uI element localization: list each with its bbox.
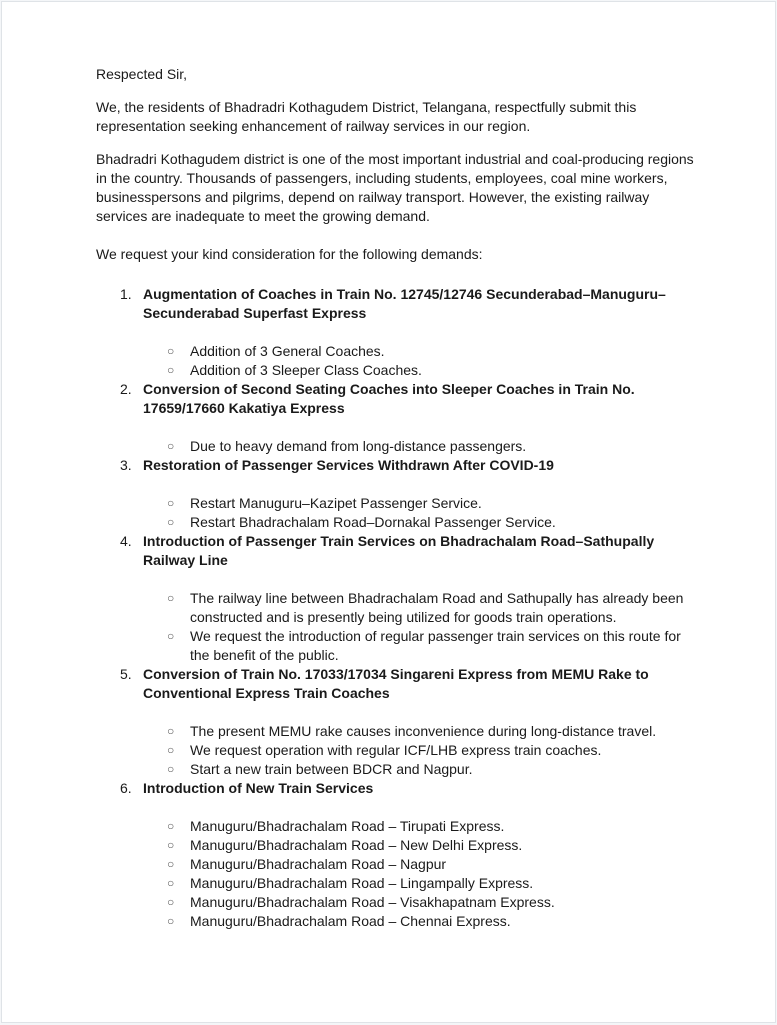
demand-point-text: The present MEMU rake causes inconvenience during long-distance travel. [190,723,657,739]
demand-point-text: We request the introduction of regular passenger train services on this route for the benefit of the public. [190,628,681,663]
circle-bullet-icon: ○ [167,838,175,852]
demand-item [96,456,696,532]
demand-point [143,893,696,912]
demand-point-text: We request operation with regular ICF/LHB express train coaches. [190,742,602,758]
demand-point-text: Manuguru/Bhadrachalam Road – Lingampally Express. [190,875,534,891]
demand-item [96,285,696,380]
demand-number: 4. [120,533,132,549]
circle-bullet-icon: ○ [167,496,175,510]
demand-points [143,342,696,380]
demand-point-text: Manuguru/Bhadrachalam Road – Nagpur [190,856,447,872]
demand-point-text: Addition of 3 General Coaches. [190,343,385,359]
circle-bullet-icon: ○ [167,439,175,453]
circle-bullet-icon: ○ [167,762,175,776]
demand-point [143,760,696,779]
demand-point [143,741,696,760]
demand-point [143,817,696,836]
demands-intro: We request your kind consideration for the following demands: [96,246,483,262]
demand-point [143,494,696,513]
demand-item [96,532,696,665]
demand-number: 3. [120,457,132,473]
paragraph-context: Bhadradri Kothagudem district is one of the most important industrial and coal-producing regions in the country. Thousands of passengers, including students, employees, coal mine workers, businesspersons and pilgrims, depend on railway transport. However, the existing railway services are inadequate to meet the growing demand. [96,151,694,224]
circle-bullet-icon: ○ [167,629,175,643]
demand-number: 2. [120,381,132,397]
demand-points [143,589,696,665]
demand-point [143,912,696,931]
demand-point-text: Start a new train between BDCR and Nagpur. [190,761,473,777]
demand-point [143,836,696,855]
demand-point-text: The railway line between Bhadrachalam Road and Sathupally has already been constructed and is presently being utilized for goods train operations. [190,590,684,625]
demand-point [143,342,696,361]
demand-title: Restoration of Passenger Services Withdrawn After COVID-19 [143,457,554,473]
letter-body [96,65,696,931]
salutation: Respected Sir, [96,66,188,82]
circle-bullet-icon: ○ [167,344,175,358]
letter-page [1,1,776,1023]
circle-bullet-icon: ○ [167,895,175,909]
demand-title: Introduction of New Train Services [143,780,374,796]
demand-title: Conversion of Train No. 17033/17034 Singareni Express from MEMU Rake to Conventional Express Train Coaches [143,666,649,701]
circle-bullet-icon: ○ [167,363,175,377]
demand-number: 1. [120,286,132,302]
demand-points [143,494,696,532]
demand-point [143,361,696,380]
demand-point [143,855,696,874]
demand-item [96,779,696,931]
demand-title: Augmentation of Coaches in Train No. 12745/12746 Secunderabad–Manuguru–Secunderabad Superfast Express [143,286,666,321]
demand-title: Introduction of Passenger Train Services on Bhadrachalam Road–Sathupally Railway Line [143,533,655,568]
demand-point-text: Due to heavy demand from long-distance passengers. [190,438,527,454]
circle-bullet-icon: ○ [167,515,175,529]
circle-bullet-icon: ○ [167,724,175,738]
demand-points [143,722,696,779]
circle-bullet-icon: ○ [167,857,175,871]
demand-number: 6. [120,780,132,796]
demand-title: Conversion of Second Seating Coaches into Sleeper Coaches in Train No. 17659/17660 Kakatiya Express [143,381,635,416]
demand-point [143,437,696,456]
circle-bullet-icon: ○ [167,819,175,833]
demand-point [143,589,696,627]
demand-point-text: Manuguru/Bhadrachalam Road – Chennai Express. [190,913,511,929]
circle-bullet-icon: ○ [167,591,175,605]
demand-point-text: Manuguru/Bhadrachalam Road – Tirupati Express. [190,818,505,834]
demand-point [143,722,696,741]
demand-point-text: Restart Bhadrachalam Road–Dornakal Passenger Service. [190,514,556,530]
circle-bullet-icon: ○ [167,914,175,928]
paragraph-intro: We, the residents of Bhadradri Kothagudem District, Telangana, respectfully submit this representation seeking enhancement of railway services in our region. [96,99,637,134]
demand-item [96,380,696,456]
demands-list [96,285,696,931]
demand-point-text: Addition of 3 Sleeper Class Coaches. [190,362,422,378]
demand-point-text: Manuguru/Bhadrachalam Road – Visakhapatnam Express. [190,894,555,910]
demand-points [143,817,696,931]
demand-point [143,874,696,893]
demand-point [143,513,696,532]
circle-bullet-icon: ○ [167,743,175,757]
demand-number: 5. [120,666,132,682]
demand-point [143,627,696,665]
demand-points [143,437,696,456]
demand-item [96,665,696,779]
demand-point-text: Restart Manuguru–Kazipet Passenger Service. [190,495,482,511]
circle-bullet-icon: ○ [167,876,175,890]
demand-point-text: Manuguru/Bhadrachalam Road – New Delhi Express. [190,837,523,853]
